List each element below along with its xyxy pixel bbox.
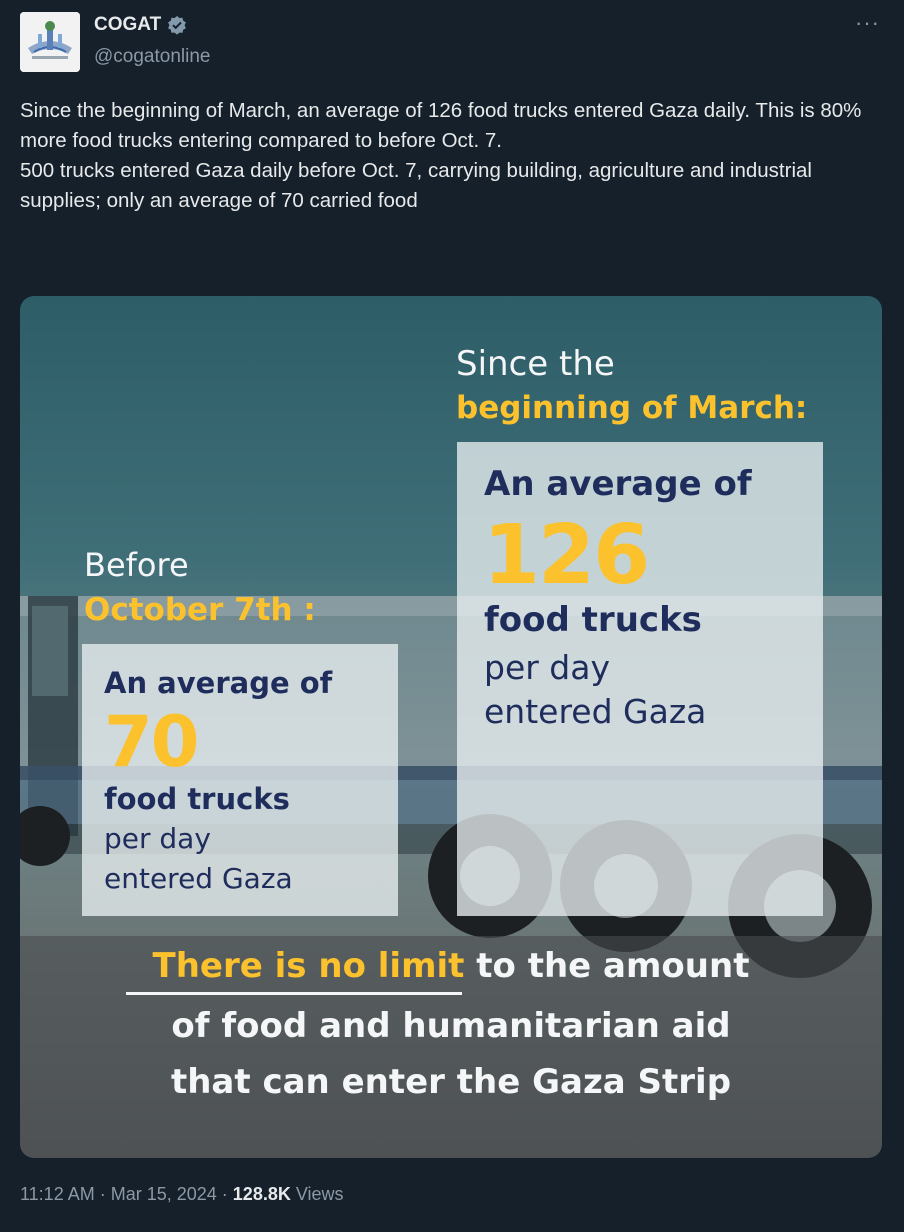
bottom-message-line-1 (20, 946, 882, 986)
right-number: 126 (483, 508, 649, 603)
right-stat-panel (457, 442, 823, 916)
right-per-day: per day (484, 648, 611, 687)
cogat-emblem-icon (20, 12, 80, 72)
right-heading-light: Since the (456, 344, 615, 384)
views-label: Views (290, 1184, 344, 1204)
verified-badge-icon (167, 15, 187, 35)
views-count[interactable]: 128.8K (232, 1184, 291, 1204)
left-per-day: per day (104, 822, 211, 855)
left-heading-light: Before (84, 546, 189, 584)
separator-dot: · (94, 1184, 111, 1204)
highlight-underline (126, 992, 462, 995)
left-average-label: An average of (104, 666, 333, 700)
tweet-time[interactable]: 11:12 AM (20, 1184, 95, 1204)
tweet-paragraph-1: Since the beginning of March, an average of 126 food trucks entered Gaza daily. This is 80% more food trucks entering compared to before Oct. 7. (20, 99, 862, 152)
author-display-name[interactable]: COGAT (94, 14, 162, 35)
right-heading-gold: beginning of March: (456, 390, 808, 426)
right-entered: entered Gaza (484, 692, 707, 731)
left-entered: entered Gaza (104, 862, 293, 895)
avatar[interactable] (20, 12, 80, 72)
tweet-paragraph-2: 500 trucks entered Gaza daily before Oct. 7, carrying building, agriculture and industrial supplies; only an average of 70 carried food (20, 159, 812, 212)
right-average-label: An average of (484, 464, 752, 504)
tweet-media-image[interactable] (20, 296, 882, 1158)
left-number: 70 (104, 701, 198, 783)
separator-dot: · (216, 1184, 233, 1204)
tweet-text (20, 96, 870, 216)
bottom-message-line-2: of food and humanitarian aid (171, 1006, 731, 1046)
author-handle[interactable]: @cogatonline (94, 46, 211, 67)
author-name-row[interactable] (94, 14, 187, 36)
no-limit-highlight: There is no limit (152, 946, 465, 986)
tweet-date[interactable]: Mar 15, 2024 (110, 1184, 217, 1204)
right-trucks-label: food trucks (484, 600, 702, 640)
left-stat-panel (82, 644, 398, 916)
left-heading-gold: October 7th : (84, 592, 316, 628)
more-dots-icon[interactable]: ··· (855, 10, 880, 35)
bottom-message-line-3: that can enter the Gaza Strip (170, 1062, 732, 1102)
tweet-footer-meta (20, 1184, 344, 1205)
bottom-line-1-rest: to the amount (464, 946, 750, 986)
left-trucks-label: food trucks (104, 782, 290, 816)
